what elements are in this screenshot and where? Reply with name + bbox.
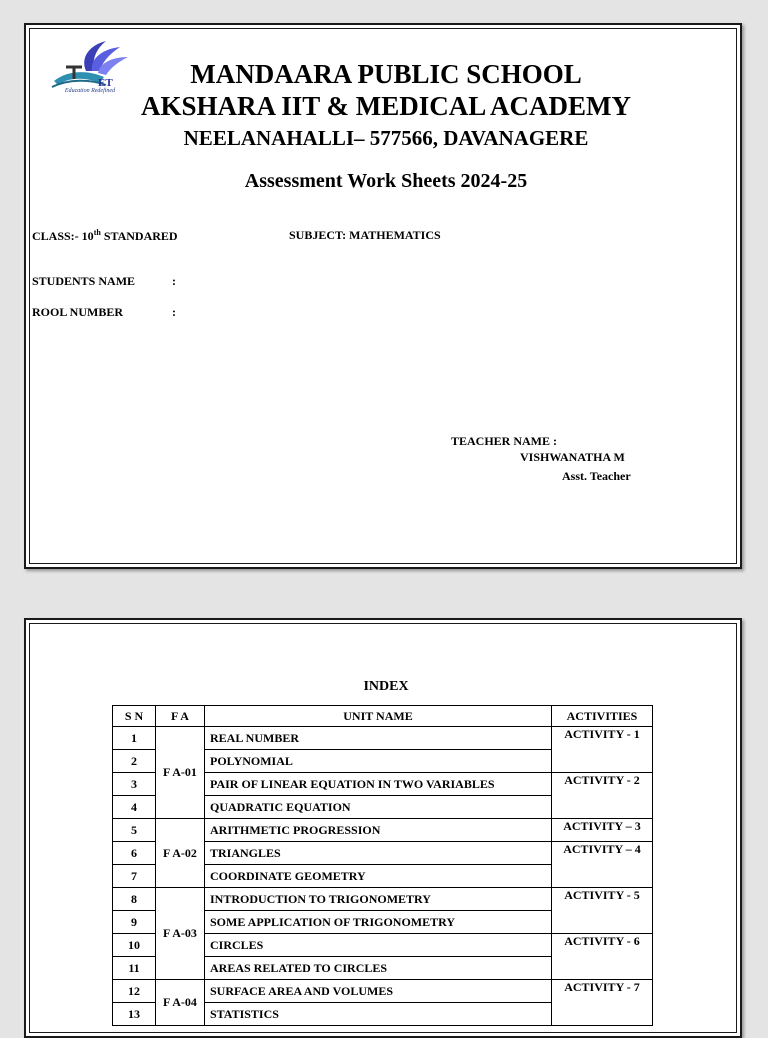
- row-sn: 10: [113, 934, 156, 957]
- unit-name: COORDINATE GEOMETRY: [205, 865, 552, 888]
- header-unit-name: UNIT NAME: [205, 706, 552, 727]
- table-row: [113, 819, 653, 842]
- student-name-label: STUDENTS NAME: [32, 274, 136, 288]
- table-row: [113, 980, 653, 1003]
- cover-border: [29, 28, 737, 564]
- unit-name: PAIR OF LINEAR EQUATION IN TWO VARIABLES: [205, 773, 552, 796]
- row-sn: 7: [113, 865, 156, 888]
- activity-cell: ACTIVITY - 6: [552, 934, 653, 980]
- unit-name: INTRODUCTION TO TRIGONOMETRY: [205, 888, 552, 911]
- activity-cell: ACTIVITY – 4: [552, 842, 653, 888]
- logo-caption: Education Redefined: [64, 88, 116, 94]
- school-name: MANDAARA PUBLIC SCHOOL: [190, 59, 582, 89]
- row-sn: 4: [113, 796, 156, 819]
- worksheet-title: Assessment Work Sheets 2024-25: [244, 170, 528, 192]
- header-sn: S N: [113, 706, 156, 727]
- header-fa: F A: [156, 706, 205, 727]
- index-table: [112, 705, 653, 1026]
- teacher-role: Asst. Teacher: [562, 469, 631, 483]
- row-sn: 6: [113, 842, 156, 865]
- row-sn: 11: [113, 957, 156, 980]
- unit-name: ARITHMETIC PROGRESSION: [205, 819, 552, 842]
- unit-name: TRIANGLES: [205, 842, 552, 865]
- fa-group: F A-02: [156, 819, 205, 888]
- school-address: NEELANAHALLI– 577566, DAVANAGERE: [183, 126, 589, 150]
- fa-group: F A-01: [156, 727, 205, 819]
- roll-number-label: ROOL NUMBER: [32, 305, 124, 319]
- table-header-row: [113, 706, 653, 727]
- unit-name: SOME APPLICATION OF TRIGONOMETRY: [205, 911, 552, 934]
- cover-page: [24, 23, 742, 569]
- unit-name: AREAS RELATED TO CIRCLES: [205, 957, 552, 980]
- activity-cell: ACTIVITY - 7: [552, 980, 653, 1026]
- unit-name: POLYNOMIAL: [205, 750, 552, 773]
- fa-group: F A-03: [156, 888, 205, 980]
- activity-cell: ACTIVITY - 2: [552, 773, 653, 819]
- roll-number-colon: :: [172, 305, 176, 319]
- row-sn: 2: [113, 750, 156, 773]
- logo-letters: ET: [98, 77, 113, 89]
- row-sn: 8: [113, 888, 156, 911]
- row-sn: 9: [113, 911, 156, 934]
- unit-name: STATISTICS: [205, 1003, 552, 1026]
- table-row: [113, 888, 653, 911]
- unit-name: SURFACE AREA AND VOLUMES: [205, 980, 552, 1003]
- row-sn: 13: [113, 1003, 156, 1026]
- row-sn: 3: [113, 773, 156, 796]
- fa-group: F A-04: [156, 980, 205, 1026]
- unit-name: REAL NUMBER: [205, 727, 552, 750]
- student-name-colon: :: [172, 274, 176, 288]
- subject-label: SUBJECT: MATHEMATICS: [289, 228, 441, 242]
- row-sn: 1: [113, 727, 156, 750]
- index-page: [24, 618, 742, 1038]
- class-label: CLASS:- 10th STANDARED: [32, 228, 178, 243]
- header-activities: ACTIVITIES: [552, 706, 653, 727]
- row-sn: 12: [113, 980, 156, 1003]
- table-row: [113, 727, 653, 750]
- unit-name: QUADRATIC EQUATION: [205, 796, 552, 819]
- unit-name: CIRCLES: [205, 934, 552, 957]
- teacher-name: VISHWANATHA M: [520, 450, 625, 464]
- row-sn: 5: [113, 819, 156, 842]
- academy-name: AKSHARA IIT & MEDICAL ACADEMY: [140, 91, 632, 121]
- index-border: [29, 623, 737, 1033]
- index-title: INDEX: [363, 679, 409, 694]
- teacher-label: TEACHER NAME :: [451, 434, 558, 448]
- activity-cell: ACTIVITY - 5: [552, 888, 653, 934]
- activity-cell: ACTIVITY - 1: [552, 727, 653, 773]
- activity-cell: ACTIVITY – 3: [552, 819, 653, 842]
